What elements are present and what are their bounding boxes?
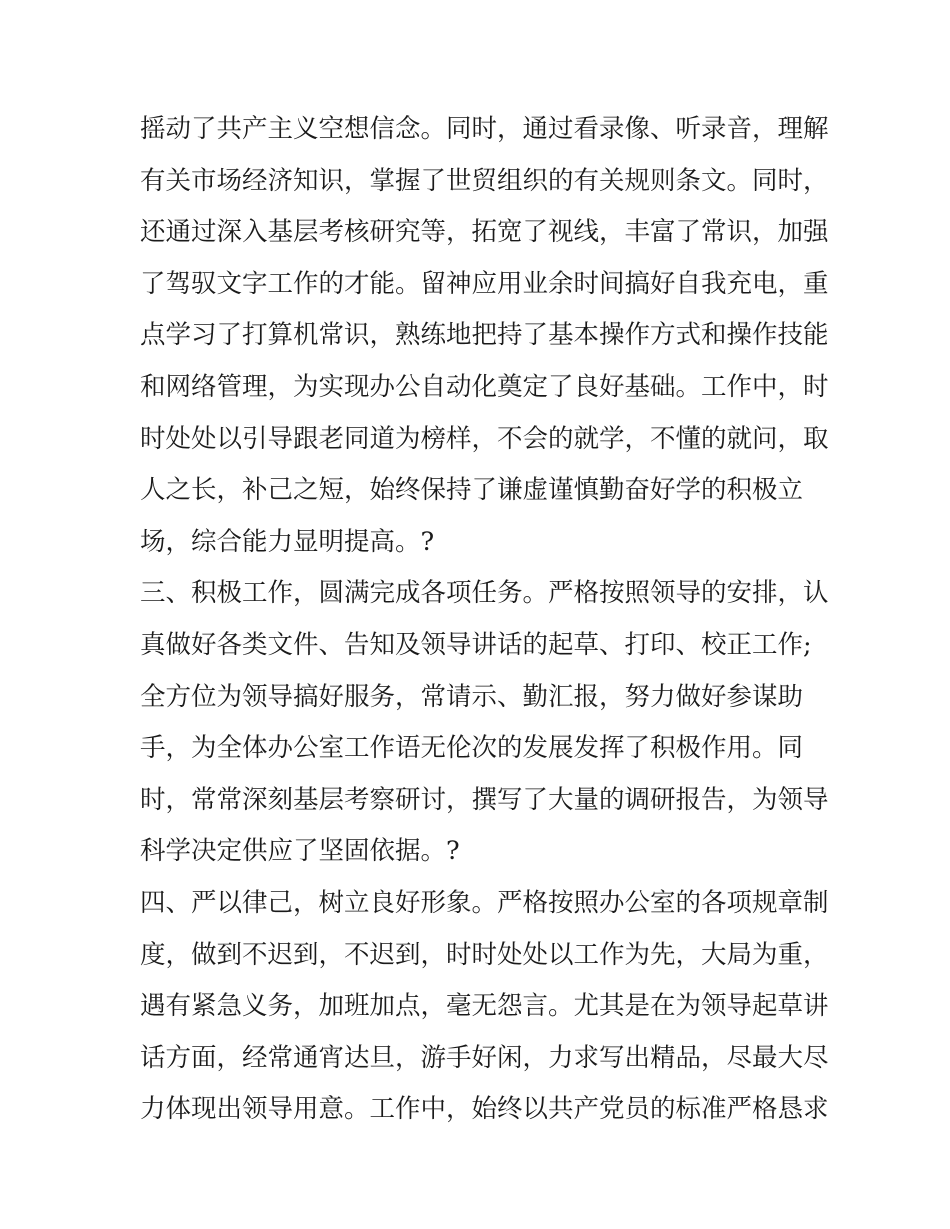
text-line: 四、严以律己，树立良好形象。严格按照办公室的各项规章制	[140, 887, 829, 918]
text-line: 真做好各类文件、告知及领导讲话的起草、打印、校正工作;	[140, 629, 812, 660]
text-line: 有关市场经济知识，掌握了世贸组织的有关规则条文。同时，	[140, 165, 829, 196]
text-line: 摇动了共产主义空想信念。同时，通过看录像、听录音，理解	[140, 114, 829, 144]
text-line: 还通过深入基层考核研究等，拓宽了视线，丰富了常识，加强	[140, 217, 829, 248]
text-line: 力体现出领导用意。工作中，始终以共产党员的标准严格恳求	[140, 1094, 829, 1125]
text-line: 度，做到不迟到，不迟到，时时处处以工作为先，大局为重，	[140, 939, 829, 970]
text-line: 全方位为领导搞好服务，常请示、勤汇报，努力做好参谋助	[140, 681, 804, 712]
text-line: 和网络管理，为实现办公自动化奠定了良好基础。工作中，时	[140, 371, 829, 402]
text-line: 手，为全体办公室工作语无伦次的发展发挥了积极作用。同	[140, 733, 804, 764]
text-line: 话方面，经常通宵达旦，游手好闲，力求写出精品，尽最大尽	[140, 1042, 829, 1073]
text-line: 时，常常深刻基层考察研讨，撰写了大量的调研报告，为领导	[140, 784, 829, 815]
text-line: 点学习了打算机常识，熟练地把持了基本操作方式和操作技能	[140, 320, 829, 351]
text-line: 时处处以引导跟老同道为榜样，不会的就学，不懂的就问，取	[140, 423, 829, 454]
text-line: 了驾驭文字工作的才能。留神应用业余时间搞好自我充电，重	[140, 268, 829, 299]
document-body	[140, 104, 829, 1136]
text-line: 人之长，补己之短，始终保持了谦虚谨慎勤奋好学的积极立	[140, 475, 804, 506]
text-line: 场，综合能力显明提高。?	[140, 526, 435, 557]
text-line: 遇有紧急义务，加班加点，毫无怨言。尤其是在为领导起草讲	[140, 991, 829, 1022]
text-line: 三、积极工作，圆满完成各项任务。严格按照领导的安排，认	[140, 578, 829, 609]
text-line: 科学决定供应了坚固依据。?	[140, 836, 460, 867]
